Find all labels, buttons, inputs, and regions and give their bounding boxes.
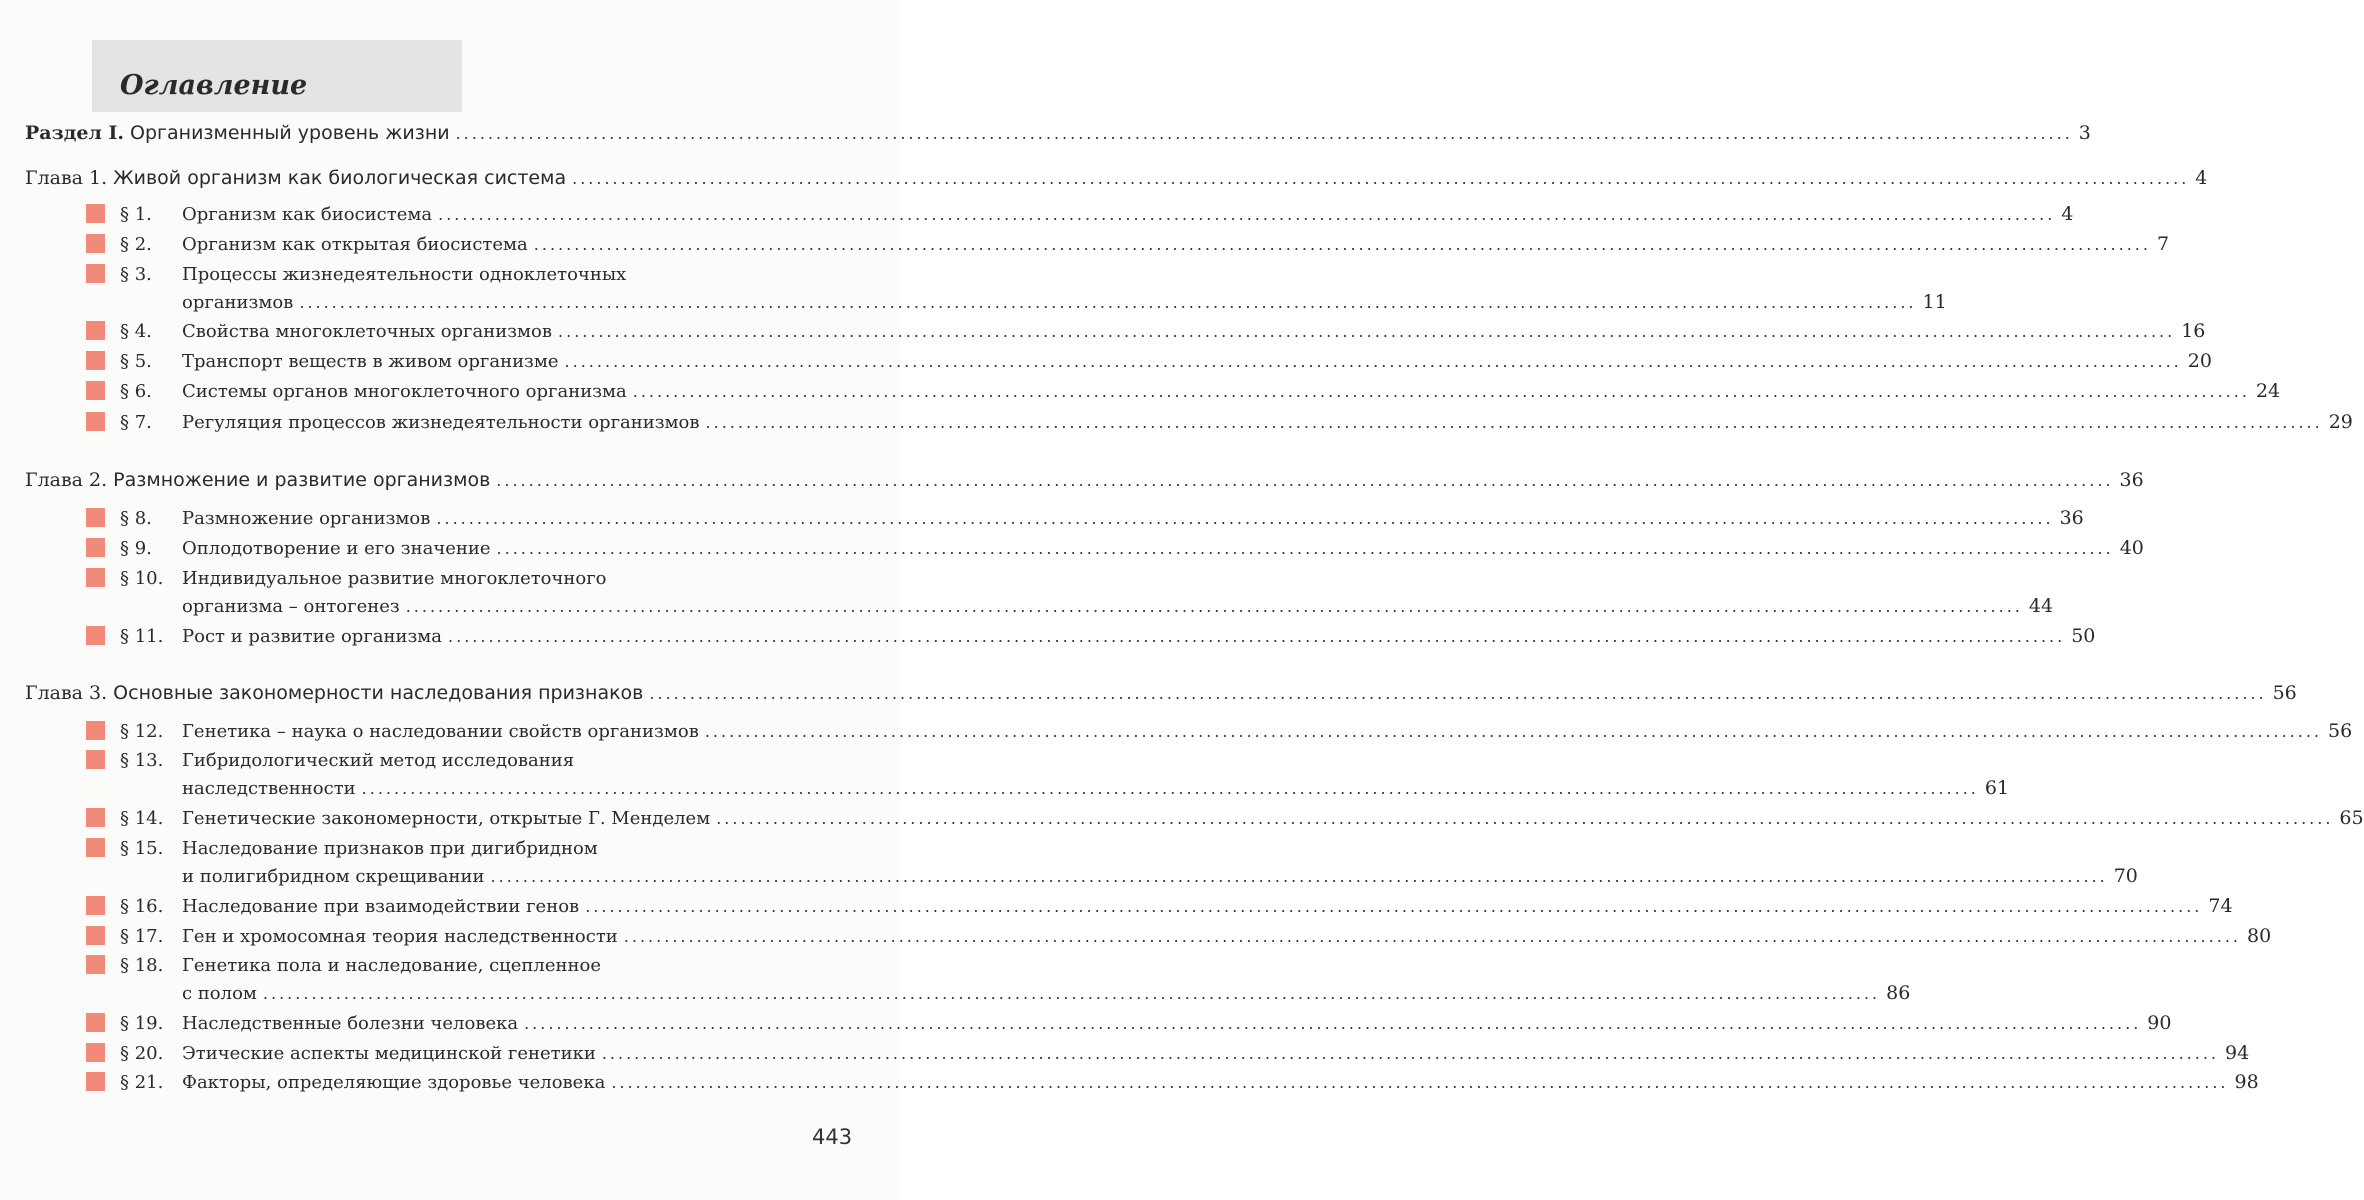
dot-leader: ........................................................................................................................................................................................................ [496,470,2114,490]
entry-title-line: наследственности [182,777,356,799]
section-prefix: Раздел I. [25,122,124,144]
paragraph-number: § 2. [120,233,152,255]
toc-entry-row[interactable] [0,564,855,592]
entry-title-line: Этические аспекты медицинской генетики [182,1042,596,1064]
page-ref: 20 [2187,350,2212,372]
toc-heading-text [0,682,643,704]
dot-leader: ........................................................................................................................................................................................................ [705,412,2323,432]
dot-leader: ........................................................................................................................................................................................................ [496,538,2114,558]
toc-heading-text [0,469,490,491]
page-ref: 94 [2225,1042,2250,1064]
page-ref: 74 [2208,895,2233,917]
toc-entry-row[interactable] [0,862,2138,890]
page-ref: 36 [2119,469,2144,491]
toc-entry-row[interactable] [0,230,2170,258]
section-title: Организменный уровень жизни [130,122,450,144]
chapter-prefix: Глава 3. [25,682,108,704]
page-ref: 56 [2328,720,2353,742]
entry-text [0,808,710,829]
dot-leader: ........................................................................................................................................................................................................ [361,778,1979,798]
entry-text [0,955,601,976]
dot-leader: ........................................................................................................................................................................................................ [558,321,2176,341]
entry-text [0,234,528,255]
toc-entry-row[interactable] [0,892,2233,920]
paragraph-number: § 7. [120,411,152,433]
toc-entry-row[interactable] [0,774,2010,802]
chapter-title: Размножение и развитие организмов [113,469,491,491]
toc-heading-text [0,122,450,144]
paragraph-number: § 19. [120,1012,164,1034]
entry-text [0,983,257,1004]
entry-title-line: Регуляция процессов жизнедеятельности организмов [182,411,700,433]
page-ref: 70 [2113,865,2138,887]
paragraph-number: § 17. [120,925,164,947]
toc-entry-row[interactable] [0,951,855,979]
entry-text [0,351,559,372]
entry-title-line: организмов [182,291,294,313]
toc-entry-row[interactable] [0,200,2074,228]
entry-text [0,750,574,771]
paragraph-number: § 3. [120,263,152,285]
paragraph-number: § 21. [120,1071,164,1093]
entry-text [0,596,400,617]
chapter-prefix: Глава 1. [25,167,108,189]
entry-text [0,838,598,859]
toc-chapter-row[interactable] [0,679,2297,707]
entry-title-line: Наследование признаков при дигибридном [182,837,598,859]
entry-text [0,381,627,402]
entry-text [0,778,356,799]
dot-leader: ........................................................................................................................................................................................................ [524,1013,2142,1033]
entry-text [0,926,618,947]
toc-entry-row[interactable] [0,1039,2250,1067]
dot-leader: ........................................................................................................................................................................................................ [716,808,2334,828]
chapter-title: Основные закономерности наследования признаков [113,682,644,704]
entry-title-line: Генетика – наука о наследовании свойств организмов [182,720,699,742]
dot-leader: ........................................................................................................................................................................................................ [438,204,2056,224]
toc-chapter-row[interactable] [0,466,2144,494]
dot-leader: ........................................................................................................................................................................................................ [601,1043,2220,1063]
toc-entry-row[interactable] [0,260,855,288]
paragraph-number: § 15. [120,837,164,859]
page-ref: 44 [2028,595,2054,617]
paragraph-number: § 12. [120,720,164,742]
dot-leader: ........................................................................................................................................................................................................ [490,866,2108,886]
toc-entry-row[interactable] [0,979,1911,1007]
chapter-title: Живой организм как биологическая система [113,167,567,189]
entry-title-line: Наследственные болезни человека [182,1012,519,1034]
toc-entry-row[interactable] [0,622,2096,650]
dot-leader: ........................................................................................................................................................................................................ [299,292,1917,312]
dot-leader: ........................................................................................................................................................................................................ [623,926,2241,946]
page-ref: 90 [2147,1012,2172,1034]
dot-leader: ........................................................................................................................................................................................................ [448,626,2066,646]
page-ref: 11 [1922,291,1947,313]
entry-text [0,508,430,529]
toc-entry-row[interactable] [0,288,1947,316]
entry-title-line: организма – онтогенез [182,595,400,617]
paragraph-number: § 11. [120,625,164,647]
entry-title-line: Факторы, определяющие здоровье человека [182,1071,606,1093]
entry-title-line: Процессы жизнедеятельности одноклеточных [182,263,627,285]
page-ref: 98 [2234,1071,2259,1093]
page-ref: 16 [2181,320,2206,342]
entry-text [0,568,607,589]
toc-entry-row[interactable] [0,1009,2172,1037]
page-ref: 3 [2078,122,2091,144]
toc-heading-text [0,167,566,189]
entry-title-line: Транспорт веществ в живом организме [182,350,559,372]
chapter-prefix: Глава 2. [25,469,108,491]
paragraph-number: § 13. [120,749,164,771]
page-ref: 4 [2195,167,2208,189]
entry-title-line: Генетика пола и наследование, сцепленное [182,954,601,976]
toc-heading: Оглавление [120,70,308,101]
page-number: 443 [812,1125,853,1149]
page-ref: 86 [1886,982,1911,1004]
page-ref: 40 [2119,537,2144,559]
dot-leader: ........................................................................................................................................................................................................ [405,596,2023,616]
entry-text [0,538,491,559]
entry-title-line: Индивидуальное развитие многоклеточного [182,567,607,589]
dot-leader: ........................................................................................................................................................................................................ [533,234,2151,254]
dot-leader: ........................................................................................................................................................................................................ [704,721,2323,741]
toc-entry-row[interactable] [0,746,855,774]
paragraph-number: § 5. [120,350,152,372]
paragraph-number: § 18. [120,954,164,976]
paragraph-number: § 4. [120,320,152,342]
entry-text [0,1072,605,1093]
entry-text [0,412,700,433]
page-ref: 56 [2272,682,2297,704]
toc-section-row[interactable] [0,119,2091,147]
paragraph-number: § 16. [120,895,164,917]
entry-text [0,721,699,742]
entry-title-line: Генетические закономерности, открытые Г. Менделем [182,807,711,829]
page-ref: 50 [2071,625,2096,647]
paragraph-number: § 10. [120,567,164,589]
toc-entry-row[interactable] [0,347,2212,375]
entry-title-line: Организм как открытая биосистема [182,233,528,255]
toc-entry-row[interactable] [0,592,2054,620]
toc-entry-row[interactable] [0,504,2084,532]
page-ref: 61 [1984,777,2010,799]
dot-leader: ........................................................................................................................................................................................................ [436,508,2054,528]
toc-entry-row[interactable] [0,717,2353,745]
entry-title-line: Организм как биосистема [182,203,433,225]
entry-title-line: Наследование при взаимодействии генов [182,895,580,917]
page-ref: 24 [2255,380,2281,402]
entry-text [0,626,442,647]
paragraph-number: § 9. [120,537,152,559]
page-ref: 80 [2246,925,2272,947]
entry-title-line: Размножение организмов [182,507,431,529]
entry-title-line: Гибридологический метод исследования [182,749,575,771]
toc-entry-row[interactable] [0,534,2144,562]
toc-entry-row[interactable] [0,408,2353,436]
paragraph-number: § 6. [120,380,152,402]
toc-entry-row[interactable] [0,1068,2259,1096]
dot-leader: ........................................................................................................................................................................................................ [455,123,2073,143]
dot-leader: ........................................................................................................................................................................................................ [585,896,2203,916]
page-ref: 36 [2059,507,2084,529]
entry-text [0,292,293,313]
entry-text [0,896,579,917]
entry-text [0,204,432,225]
toc-entry-row[interactable] [0,834,855,862]
entry-text [0,1043,596,1064]
paragraph-number: § 20. [120,1042,164,1064]
entry-title-line: Системы органов многоклеточного организма [182,380,627,402]
entry-text [0,1013,518,1034]
entry-text [0,321,552,342]
entry-title-line: и полигибридном скрещивании [182,865,485,887]
dot-leader: ........................................................................................................................................................................................................ [632,381,2250,401]
entry-title-line: Рост и развитие организма [182,625,443,647]
toc-entry-row[interactable] [0,804,2364,832]
paragraph-number: § 14. [120,807,164,829]
entry-title-line: с полом [182,982,257,1004]
paragraph-number: § 1. [120,203,152,225]
dot-leader: ........................................................................................................................................................................................................ [564,351,2182,371]
dot-leader: ........................................................................................................................................................................................................ [611,1072,2229,1092]
dot-leader: ........................................................................................................................................................................................................ [572,168,2190,188]
toc-entry-row[interactable] [0,922,2272,950]
dot-leader: ........................................................................................................................................................................................................ [262,983,1881,1003]
entry-text [0,866,485,887]
toc-chapter-row[interactable] [0,164,2208,192]
toc-entry-row[interactable] [0,377,2281,405]
dot-leader: ........................................................................................................................................................................................................ [649,683,2267,703]
entry-text [0,264,626,285]
page-ref: 4 [2061,203,2074,225]
paragraph-number: § 8. [120,507,152,529]
toc-entry-row[interactable] [0,317,2206,345]
entry-title-line: Свойства многоклеточных организмов [182,320,553,342]
page-ref: 7 [2156,233,2170,255]
entry-title-line: Ген и хромосомная теория наследственности [182,925,618,947]
entry-title-line: Оплодотворение и его значение [182,537,491,559]
page-ref: 65 [2339,807,2364,829]
page-ref: 29 [2328,411,2353,433]
